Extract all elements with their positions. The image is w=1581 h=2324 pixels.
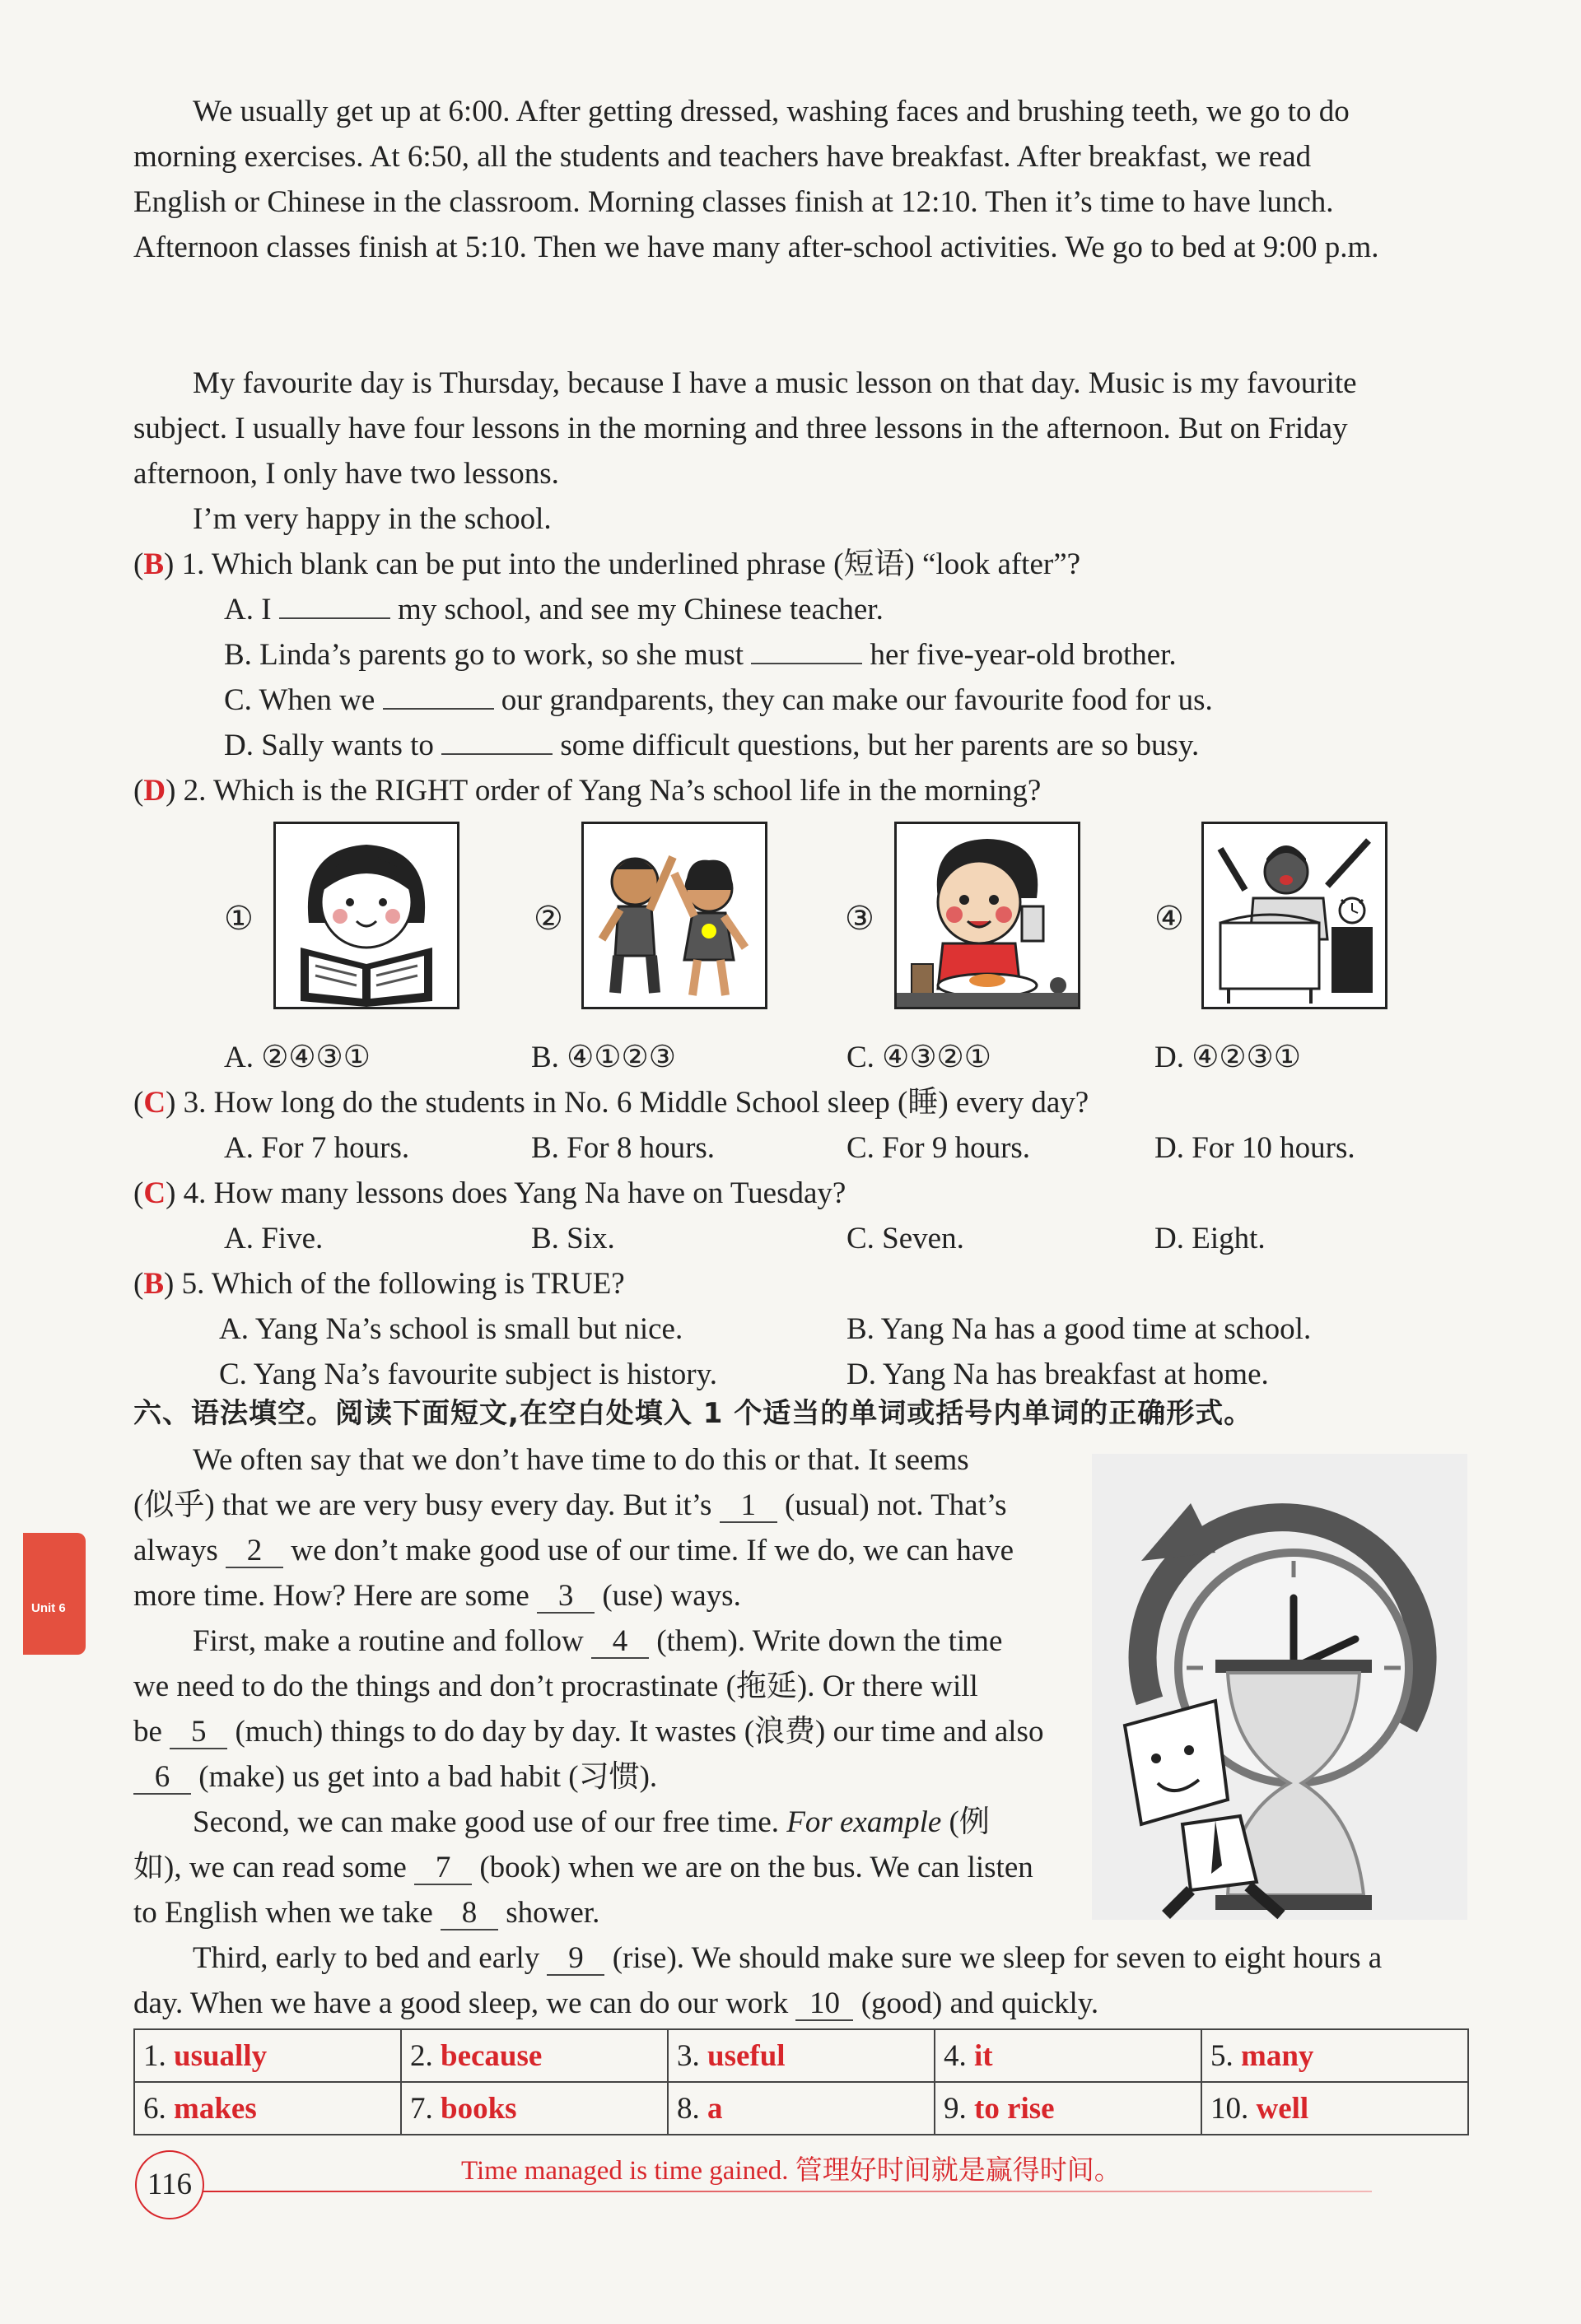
picture-label-1: ① [224, 900, 254, 937]
passage-line: I’m very happy in the school. [193, 502, 552, 536]
section-6-title: 六、语法填空。阅读下面短文,在空白处填入 1 个适当的单词或括号内单词的正确形式。 [133, 1397, 1253, 1430]
option-text: B. Linda’s parents go to work, so she must [224, 638, 744, 672]
table-row [134, 2082, 1468, 2135]
s6-text: 如), we can read some [133, 1851, 407, 1884]
blank-1: 1 [720, 1490, 777, 1523]
picture-exercises [581, 822, 767, 1009]
s6-text: always [133, 1534, 218, 1567]
picture-breakfast [894, 822, 1080, 1009]
answer-number: 2. [410, 2038, 433, 2073]
s6-line-4 [133, 1573, 741, 1618]
blank-7: 7 [414, 1852, 472, 1885]
s6-line-6: we need to do the things and don’t procrastinate (拖延). Or there will [133, 1670, 978, 1703]
picture-get-up [1201, 822, 1387, 1009]
s6-text: be [133, 1715, 162, 1749]
answer-number: 6. [143, 2091, 166, 2126]
answer-number: 5. [1210, 2038, 1234, 2073]
q4-option-c: C. Seven. [846, 1222, 964, 1255]
s6-line-8 [133, 1754, 657, 1800]
question-4: (C) 4. How many lessons does Yang Na have on Tuesday? [133, 1176, 846, 1210]
answer-letter: B [143, 547, 165, 581]
passage-paragraph-1 [133, 89, 1469, 134]
s6-text: (rise). We should make sure we sleep for seven to eight hours a [612, 1941, 1383, 1975]
q1-option-d [224, 723, 1199, 768]
answer-word: useful [707, 2038, 786, 2073]
picture-label-2: ② [534, 900, 563, 937]
s6-line-1: We often say that we don’t have time to do this or that. It seems [193, 1443, 969, 1477]
answer-word: a [707, 2091, 723, 2126]
s6-text: we don’t make good use of our time. If we do, we can have [291, 1534, 1014, 1567]
girl-reading-icon [276, 824, 457, 1007]
q3-option-a: A. For 7 hours. [224, 1131, 410, 1165]
s6-text: (例 [949, 1805, 990, 1839]
blank-2: 2 [226, 1535, 283, 1568]
s6-text: to English when we take [133, 1896, 433, 1930]
s6-line-12 [193, 1935, 1382, 1981]
question-3: (C) 3. How long do the students in No. 6 Middle School sleep (睡) every day? [133, 1086, 1089, 1120]
answer-cell [1201, 2029, 1468, 2082]
s6-text: (much) things to do day by day. It wastes (浪费) our time and also [235, 1715, 1044, 1749]
answer-word: it [974, 2038, 993, 2073]
question-5: (B) 5. Which of the following is TRUE? [133, 1267, 625, 1301]
answer-word: usually [174, 2038, 268, 2073]
option-text: our grandparents, they can make our favourite food for us. [501, 683, 1213, 717]
q1-option-a [224, 587, 884, 632]
blank-9: 9 [547, 1943, 604, 1976]
answer-cell [401, 2082, 668, 2135]
s6-line-9 [193, 1800, 990, 1845]
girl-waking-up-icon [1204, 824, 1385, 1007]
s6-text: Third, early to bed and early [193, 1941, 540, 1975]
q5-option-d: D. Yang Na has breakfast at home. [846, 1358, 1269, 1391]
s6-line-7 [133, 1709, 1043, 1754]
s6-line-13 [133, 1981, 1098, 2026]
unit-side-tab [23, 1533, 86, 1655]
question-2: (D) 2. Which is the RIGHT order of Yang Na’s school life in the morning? [133, 774, 1042, 808]
answer-number: 4. [944, 2038, 967, 2073]
clock-hourglass-icon [1092, 1454, 1467, 1920]
footer-motto: Time managed is time gained. 管理好时间就是赢得时间。 [461, 2156, 1122, 2186]
table-row [134, 2029, 1468, 2082]
s6-text: day. When we have a good sleep, we can do our work [133, 1986, 789, 2020]
s6-text: (make) us get into a bad habit (习惯). [198, 1760, 658, 1794]
passage-line: Afternoon classes finish at 5:10. Then we have many after-school activities. We go to bed at 9:00 p.m. [133, 231, 1379, 264]
passage-line: morning exercises. At 6:50, all the students and teachers have breakfast. After breakfast, we read [133, 140, 1312, 174]
s6-text: shower. [506, 1896, 600, 1930]
picture-label-3: ③ [845, 900, 874, 937]
unit-tab-label: Unit 6 [31, 1601, 66, 1615]
question-text: ) 4. How many lessons does Yang Na have on Tuesday? [166, 1176, 846, 1210]
answer-cell [401, 2029, 668, 2082]
s6-text: more time. How? Here are some [133, 1579, 529, 1613]
q2-option-a: A. ②④③① [224, 1041, 371, 1074]
q2-option-c: C. ④③②① [846, 1041, 991, 1074]
blank-3: 3 [537, 1581, 595, 1614]
children-exercising-icon [584, 824, 765, 1007]
question-text: ) 1. Which blank can be put into the underlined phrase (短语) “look after”? [164, 547, 1081, 581]
passage-line: My favourite day is Thursday, because I have a music lesson on that day. Music is my favourite [193, 366, 1357, 400]
s6-line-3 [133, 1528, 1014, 1573]
picture-reading [273, 822, 459, 1009]
passage-line: We usually get up at 6:00. After getting dressed, washing faces and brushing teeth, we go to do [193, 95, 1350, 128]
s6-line-11 [133, 1890, 599, 1935]
q5-option-c: C. Yang Na’s favourite subject is history. [219, 1358, 717, 1391]
q3-option-d: D. For 10 hours. [1154, 1131, 1355, 1165]
answer-cell [935, 2029, 1201, 2082]
q1-option-b [224, 632, 1177, 678]
q5-option-a: A. Yang Na’s school is small but nice. [219, 1312, 683, 1346]
option-text: D. Sally wants to [224, 729, 434, 762]
q1-option-c [224, 678, 1213, 723]
option-text: her five-year-old brother. [870, 638, 1177, 672]
passage-paragraph-2 [133, 361, 1469, 406]
option-text: some difficult questions, but her parents are so busy. [560, 729, 1200, 762]
clock-hourglass-illustration [1092, 1454, 1467, 1920]
answer-number: 10. [1210, 2091, 1249, 2126]
question-1: (B) 1. Which blank can be put into the underlined phrase (短语) “look after”? [133, 547, 1081, 581]
answer-cell [668, 2029, 935, 2082]
s6-line-5 [193, 1618, 1002, 1664]
s6-text: (似乎) that we are very busy every day. But it’s [133, 1488, 712, 1522]
answer-word: well [1256, 2091, 1309, 2126]
passage-line: afternoon, I only have two lessons. [133, 457, 559, 491]
s6-text: Second, we can make good use of our free time. [193, 1805, 779, 1839]
s6-text: (use) ways. [602, 1579, 741, 1613]
answer-word: because [441, 2038, 543, 2073]
answer-letter: C [143, 1176, 166, 1210]
girl-eating-breakfast-icon [897, 824, 1078, 1007]
answer-word: books [441, 2091, 517, 2126]
answer-letter: C [143, 1086, 166, 1120]
question-text: ) 5. Which of the following is TRUE? [164, 1267, 625, 1301]
option-text: my school, and see my Chinese teacher. [398, 593, 884, 626]
question-text: ) 2. Which is the RIGHT order of Yang Na’s school life in the morning? [166, 774, 1042, 808]
answer-letter: B [143, 1267, 165, 1301]
blank-8: 8 [441, 1898, 498, 1930]
q3-option-b: B. For 8 hours. [531, 1131, 716, 1165]
passage-line: subject. I usually have four lessons in the morning and three lessons in the afternoon. But on Friday [133, 412, 1348, 445]
s6-italic-text: For example [786, 1805, 942, 1839]
answer-number: 3. [677, 2038, 700, 2073]
q2-option-b: B. ④①②③ [531, 1041, 676, 1074]
q4-option-b: B. Six. [531, 1222, 615, 1255]
s6-text: (book) when we are on the bus. We can listen [479, 1851, 1033, 1884]
question-text: ) 3. How long do the students in No. 6 Middle School sleep (睡) every day? [166, 1086, 1089, 1120]
s6-text: (good) and quickly. [860, 1986, 1099, 2020]
page-number: 116 [135, 2150, 204, 2219]
q3-option-c: C. For 9 hours. [846, 1131, 1031, 1165]
answer-word: makes [174, 2091, 257, 2126]
s6-text: (usual) not. That’s [784, 1488, 1007, 1522]
answer-number: 8. [677, 2091, 700, 2126]
picture-label-4: ④ [1154, 900, 1184, 937]
q5-option-b: B. Yang Na has a good time at school. [846, 1312, 1312, 1346]
answer-cell [668, 2082, 935, 2135]
answer-number: 1. [143, 2038, 166, 2073]
answers-table [133, 2028, 1469, 2135]
answer-cell [1201, 2082, 1468, 2135]
answer-word: to rise [974, 2091, 1055, 2126]
answer-letter: D [143, 774, 166, 808]
q4-option-d: D. Eight. [1154, 1222, 1266, 1255]
passage-paragraph-3 [133, 496, 1469, 542]
option-text: A. I [224, 593, 272, 626]
blank-6: 6 [133, 1762, 191, 1795]
passage-line: English or Chinese in the classroom. Morning classes finish at 12:10. Then it’s time to have lunch. [133, 185, 1334, 219]
answer-number: 7. [410, 2091, 433, 2126]
q2-option-d: D. ④②③① [1154, 1041, 1301, 1074]
q4-option-a: A. Five. [224, 1222, 324, 1255]
blank-line [383, 683, 494, 710]
s6-text: (them). Write down the time [656, 1624, 1003, 1658]
answer-cell [134, 2029, 401, 2082]
s6-line-2 [133, 1483, 1007, 1528]
blank-10: 10 [795, 1988, 853, 2021]
blank-line [279, 593, 390, 619]
passage-paragraph-1-cont [133, 134, 1469, 270]
option-text: C. When we [224, 683, 375, 717]
blank-4: 4 [591, 1626, 649, 1659]
blank-line [441, 729, 553, 755]
answer-cell [935, 2082, 1201, 2135]
answer-cell [134, 2082, 401, 2135]
blank-line [751, 638, 862, 664]
passage-paragraph-2-cont [133, 406, 1469, 496]
s6-line-10 [133, 1845, 1033, 1890]
answer-word: many [1241, 2038, 1314, 2073]
s6-text: First, make a routine and follow [193, 1624, 584, 1658]
answer-number: 9. [944, 2091, 967, 2126]
blank-5: 5 [170, 1716, 227, 1749]
